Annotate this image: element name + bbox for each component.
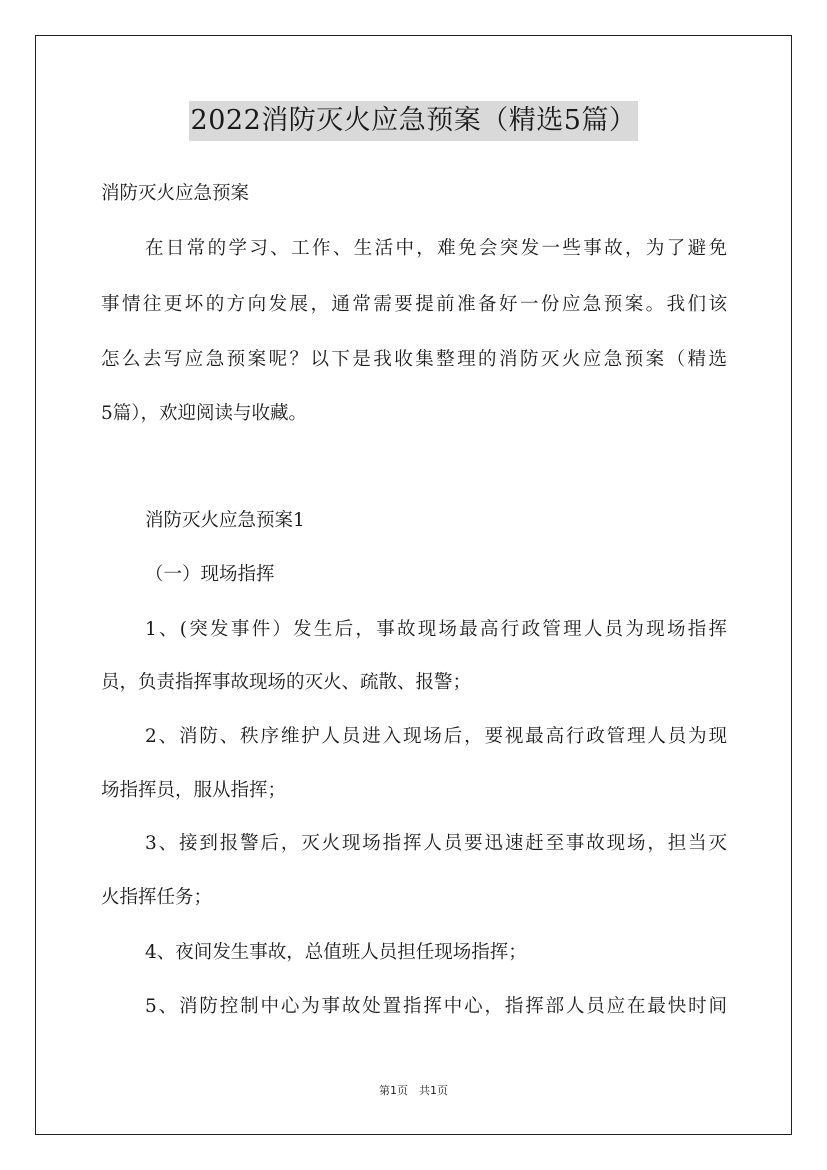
intro-line-1: 在日常的学习、工作、生活中，难免会突发一些事故，为了避免 [145,238,727,259]
item2-line-2: 场指挥员，服从指挥； [101,780,287,801]
intro-line-3: 怎么去写应急预案呢？以下是我收集整理的消防灭火应急预案（精选 [101,349,727,370]
subsection-heading: （一）现场指挥 [145,564,275,585]
item3-line-2: 火指挥任务； [101,887,213,908]
item4-line-1: 4、夜间发生事故，总值班人员担任现场指挥； [145,942,527,963]
intro-line-2: 事情往更坏的方向发展，通常需要提前准备好一份应急预案。我们该 [101,294,727,315]
intro-line-4: 5篇），欢迎阅读与收藏。 [101,403,308,424]
document-subtitle: 消防灭火应急预案 [101,183,250,204]
item3-line-1: 3、接到报警后，灭火现场指挥人员要迅速赶至事故现场，担当灭 [145,833,727,854]
item2-line-1: 2、消防、秩序维护人员进入现场后，要视最高行政管理人员为现 [145,726,727,747]
section-heading: 消防灭火应急预案1 [145,510,305,531]
item1-line-1: 1、(突发事件）发生后，事故现场最高行政管理人员为现场指挥 [145,619,727,640]
page-footer: 第1页 共1页 [379,1084,448,1097]
document-title: 2022消防灭火应急预案（精选5篇） [189,101,639,141]
item5-line-1: 5、消防控制中心为事故处置指挥中心，指挥部人员应在最快时间 [145,996,727,1017]
item1-line-2: 员，负责指挥事故现场的灭火、疏散、报警； [101,672,472,693]
title-container [0,101,827,141]
